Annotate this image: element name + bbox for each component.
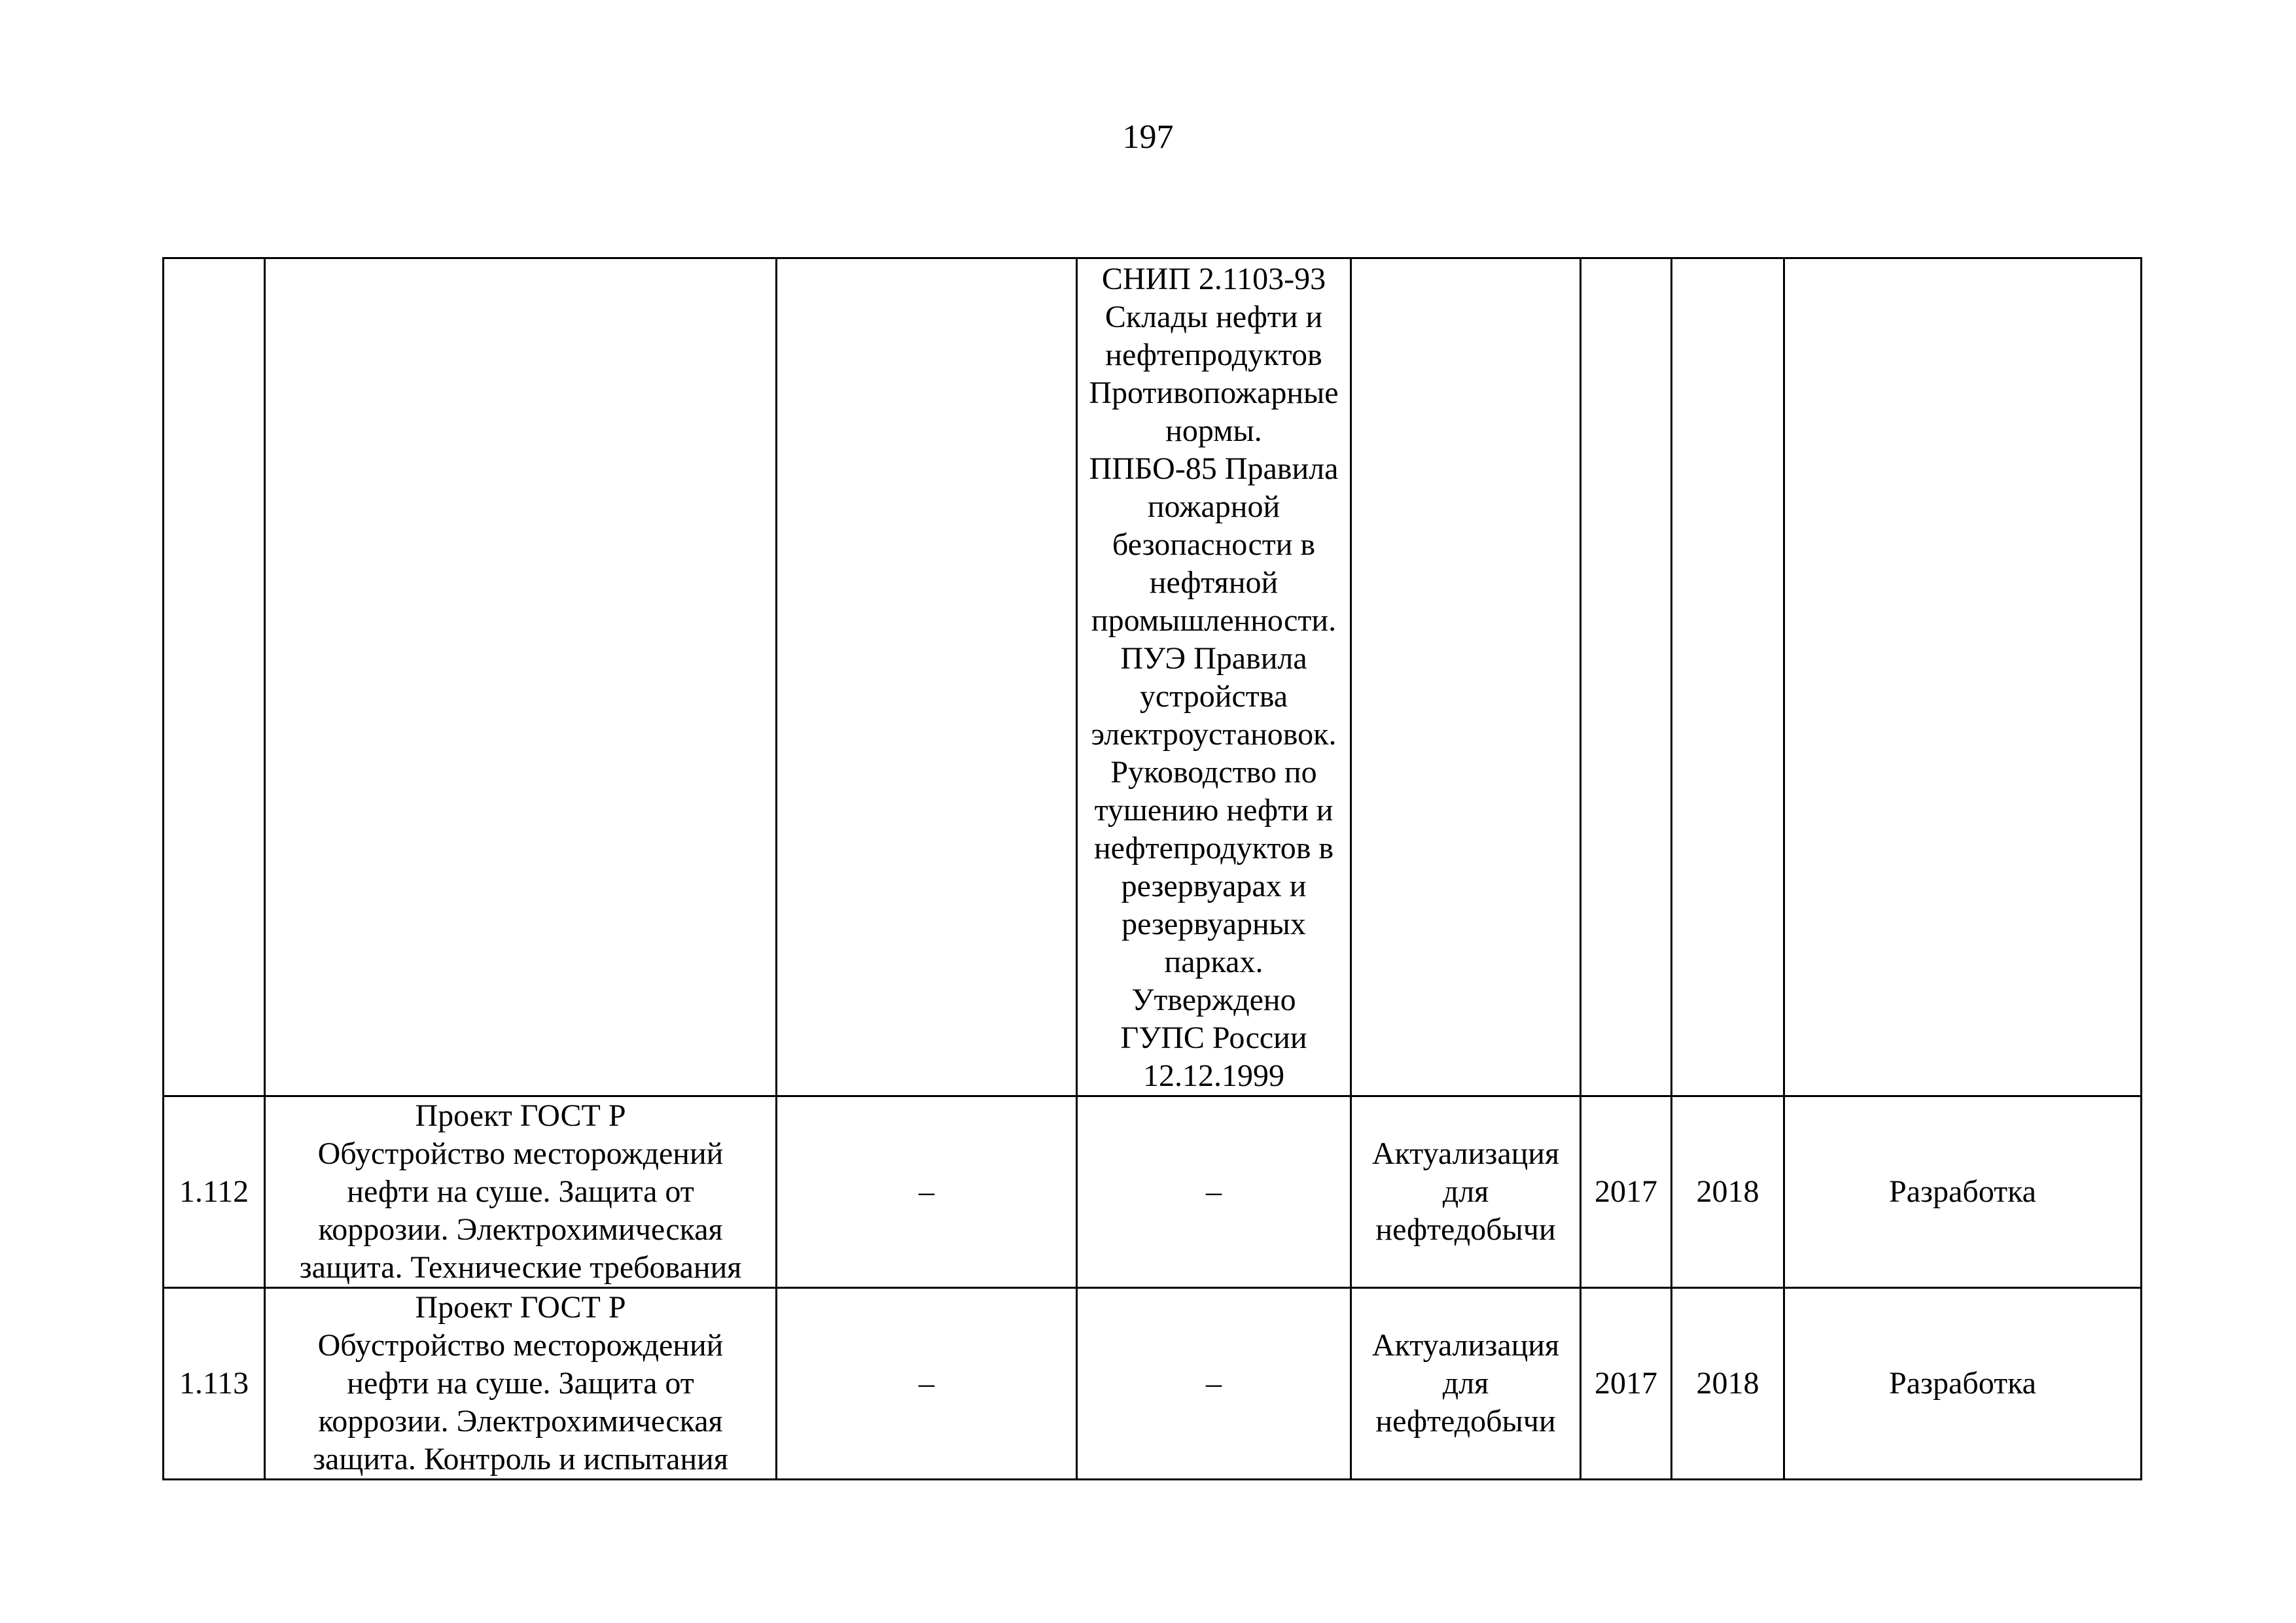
- norm-line: нефтепродуктов: [1105, 338, 1322, 372]
- title-line: Обустройство месторождений: [317, 1136, 724, 1171]
- col3-cell: [777, 258, 1077, 1096]
- title-line: защита. Контроль и испытания: [313, 1442, 728, 1476]
- status-cell: Разработка: [1784, 1288, 2142, 1480]
- status-cell: [1784, 258, 2142, 1096]
- norm-line: резервуарных: [1122, 907, 1306, 941]
- norm-line: промышленности.: [1091, 603, 1337, 638]
- purpose-cell: [1351, 1096, 1581, 1288]
- normative-docs-cell: –: [1077, 1288, 1351, 1480]
- norm-line: Противопожарные: [1089, 375, 1339, 410]
- normative-docs-cell: –: [1077, 1096, 1351, 1288]
- norm-line: ППБО-85 Правила: [1089, 451, 1339, 486]
- norm-line: парках.: [1164, 945, 1263, 979]
- purpose-line: нефтедобычи: [1375, 1404, 1556, 1439]
- title-line: Проект ГОСТ Р: [415, 1098, 626, 1133]
- title-line: Обустройство месторождений: [317, 1328, 724, 1363]
- norm-line: Утверждено: [1131, 983, 1296, 1017]
- year-start-cell: 2017: [1581, 1096, 1672, 1288]
- col3-cell: –: [777, 1288, 1077, 1480]
- table-row-continuation: [164, 258, 2142, 1096]
- year-end-cell: 2018: [1672, 1096, 1784, 1288]
- purpose-line: нефтедобычи: [1375, 1212, 1556, 1247]
- title-cell: [265, 1288, 777, 1480]
- title-line: нефти на суше. Защита от: [347, 1174, 694, 1209]
- year-end-cell: [1672, 258, 1784, 1096]
- table-row: [164, 1096, 2142, 1288]
- norm-line: пожарной: [1147, 489, 1280, 524]
- purpose-line: для: [1442, 1366, 1489, 1401]
- title-line: коррозии. Электрохимическая: [318, 1404, 723, 1439]
- year-start-cell: 2017: [1581, 1288, 1672, 1480]
- purpose-cell: [1351, 1288, 1581, 1480]
- number-cell: 1.113: [164, 1288, 265, 1480]
- norm-line: нефтяной: [1149, 565, 1279, 600]
- norm-line: тушению нефти и: [1094, 793, 1333, 828]
- norm-line: нормы.: [1165, 413, 1262, 448]
- table-row: [164, 1288, 2142, 1480]
- title-line: нефти на суше. Защита от: [347, 1366, 694, 1401]
- purpose-line: Актуализация: [1371, 1328, 1560, 1363]
- normative-docs-cell: [1077, 258, 1351, 1096]
- title-line: коррозии. Электрохимическая: [318, 1212, 723, 1247]
- norm-line: безопасности в: [1112, 527, 1316, 562]
- purpose-line: Актуализация: [1371, 1136, 1560, 1171]
- title-line: Проект ГОСТ Р: [415, 1290, 626, 1325]
- year-start-cell: [1581, 258, 1672, 1096]
- norm-line: ПУЭ Правила: [1120, 641, 1307, 676]
- page-number: 197: [1122, 118, 1174, 156]
- norm-line: электроустановок.: [1091, 717, 1337, 752]
- title-cell: [265, 1096, 777, 1288]
- col3-cell: –: [777, 1096, 1077, 1288]
- purpose-line: для: [1442, 1174, 1489, 1209]
- norm-line: ГУПС России: [1120, 1021, 1307, 1055]
- norm-line: нефтепродуктов в: [1093, 831, 1334, 865]
- year-end-cell: 2018: [1672, 1288, 1784, 1480]
- standards-table: [162, 257, 2142, 1480]
- status-cell: Разработка: [1784, 1096, 2142, 1288]
- purpose-cell: [1351, 258, 1581, 1096]
- number-cell: [164, 258, 265, 1096]
- norm-line: Склады нефти и: [1104, 300, 1323, 334]
- number-cell: 1.112: [164, 1096, 265, 1288]
- norm-line: 12.12.1999: [1143, 1058, 1284, 1093]
- norm-line: Руководство по: [1110, 755, 1317, 790]
- title-line: защита. Технические требования: [299, 1250, 742, 1285]
- norm-line: резервуарах и: [1121, 869, 1307, 903]
- norm-line: СНИП 2.1103-93: [1101, 262, 1326, 296]
- title-cell: [265, 258, 777, 1096]
- norm-line: устройства: [1139, 679, 1288, 714]
